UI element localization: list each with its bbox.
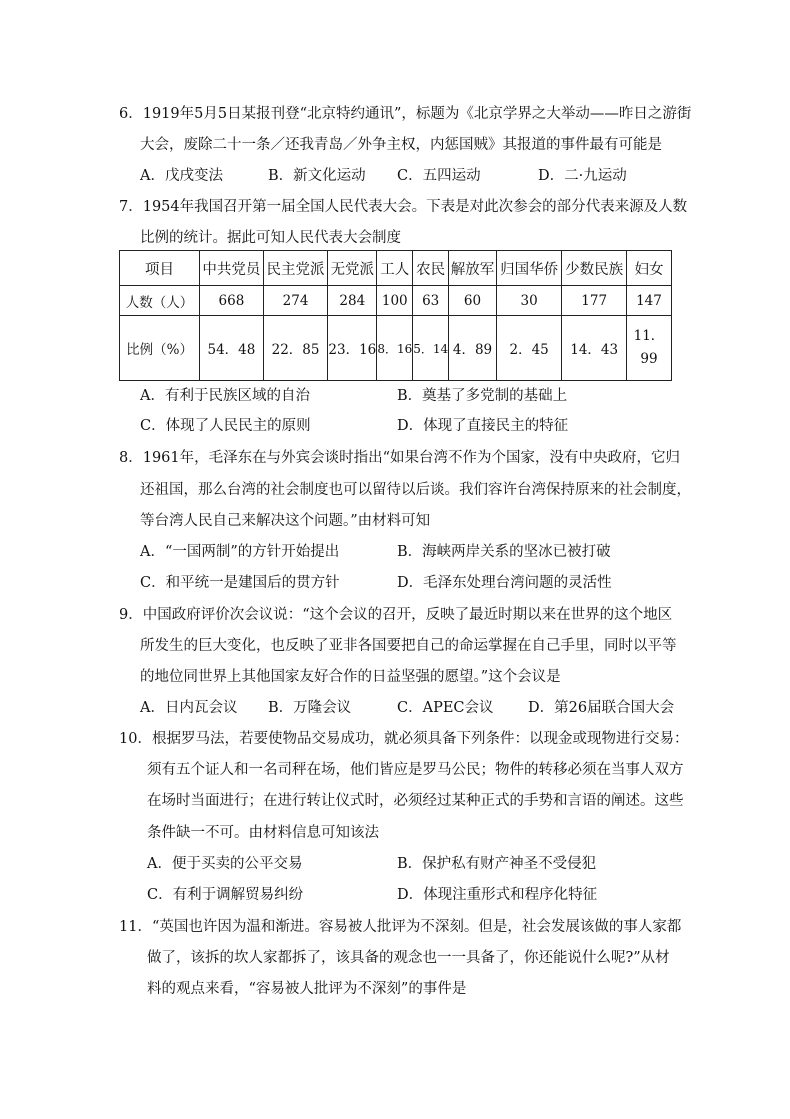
table-cell: 11．99	[626, 316, 671, 381]
q9-option-b: B．万隆会议	[268, 700, 352, 716]
table-cell: 100	[377, 286, 413, 316]
table-header-row	[120, 251, 672, 286]
q8-option-d: D．毛泽东处理台湾问题的灵活性	[397, 575, 612, 591]
table-cell: 54．48	[200, 316, 264, 381]
table-cell: 8．16	[377, 316, 413, 381]
header-cell: 中共党员	[200, 251, 264, 286]
table-cell: 274	[263, 286, 328, 316]
q6-stem-line-2: 大会，废除二十一条／还我青岛／外争主权，内惩国贼》其报道的事件最有可能是	[140, 137, 662, 153]
table-row-ratio	[120, 316, 672, 381]
q11-stem-line-2: 做了，该拆的坎人家都拆了，该具备的观念也一一具备了，你还能说什么呢?”从材	[147, 950, 670, 966]
table-cell: 23．16	[328, 316, 377, 381]
q10-stem-line-2: 须有五个证人和一名司秤在场，他们皆应是罗马公民；物件的转移必须在当事人双方	[147, 762, 684, 778]
table-cell: 177	[562, 286, 627, 316]
q8-stem-line-3: 等台湾人民自己来解决这个问题。”由材料可知	[140, 513, 431, 529]
q9-option-d: D．第26届联合国大会	[528, 700, 675, 716]
q7-stem-line-2: 比例的统计。据此可知人民代表大会制度	[140, 230, 401, 246]
header-cell: 解放军	[449, 251, 497, 286]
header-cell: 归国华侨	[496, 251, 562, 286]
header-cell: 妇女	[626, 251, 671, 286]
q7-option-a: A．有利于民族区域的自治	[140, 388, 310, 404]
header-cell: 农民	[413, 251, 449, 286]
table-cell: 60	[449, 286, 497, 316]
table-cell: 22．85	[263, 316, 328, 381]
q9-option-c: C．APEC会议	[397, 700, 494, 716]
q10-option-b: B．保护私有财产神圣不受侵犯	[397, 856, 597, 872]
q7-stem-line-1: 7．1954年我国召开第一届全国人民代表大会。下表是对此次参会的部分代表来源及人数	[119, 199, 688, 215]
row-label-cell: 比例（%）	[120, 316, 200, 381]
q10-option-a: A．便于买卖的公平交易	[147, 856, 303, 872]
q6-option-a: A．戊戌变法	[140, 168, 223, 184]
q8-stem-line-2: 还祖国，那么台湾的社会制度也可以留待以后谈。我们容许台湾保持原来的社会制度，	[140, 482, 691, 498]
table-cell: 284	[328, 286, 377, 316]
header-cell: 民主党派	[263, 251, 328, 286]
q8-option-c: C．和平统一是建国后的贯方针	[140, 575, 340, 591]
q9-stem-line-1: 9．中国政府评价次会议说：“这个会议的召开，反映了最近时期以来在世界的这个地区	[119, 607, 673, 623]
table-cell: 2．45	[496, 316, 562, 381]
q8-option-a: A．“一国两制”的方针开始提出	[140, 544, 340, 560]
header-cell: 项目	[120, 251, 200, 286]
row-label-cell: 人数（人）	[120, 286, 200, 316]
q9-stem-line-2: 所发生的巨大变化，也反映了亚非各国要把自己的命运掌握在自己手里，同时以平等	[140, 638, 677, 654]
header-cell: 无党派	[328, 251, 377, 286]
q6-option-b: B．新文化运动	[268, 168, 366, 184]
table-cell: 668	[200, 286, 264, 316]
q10-stem-line-4: 条件缺一不可。由材料信息可知该法	[147, 825, 379, 841]
q11-stem-line-1: 11．“英国也许因为温和渐进。容易被人批评为不深刻。但是，社会发展该做的事人家都	[119, 919, 682, 935]
header-cell: 工人	[377, 251, 413, 286]
table-cell: 4．89	[449, 316, 497, 381]
q11-stem-line-3: 料的观点来看，“容易被人批评为不深刻”的事件是	[147, 981, 467, 997]
q8-option-b: B．海峡两岸关系的坚冰已被打破	[397, 544, 611, 560]
q6-option-c: C．五四运动	[397, 168, 481, 184]
table-row-count	[120, 286, 672, 316]
q10-stem-line-3: 在场时当面进行；在进行转让仪式时，必须经过某种正式的手势和言语的阐述。这些	[147, 793, 684, 809]
q6-stem-line-1: 6．1919年5月5日某报刊登“北京特约通讯”，标题为《北京学界之大举动——昨日之游街	[119, 106, 692, 122]
q10-option-d: D．体现注重形式和程序化特征	[397, 887, 598, 903]
q7-option-c: C．体现了人民民主的原则	[140, 418, 311, 434]
q8-stem-line-1: 8．1961年，毛泽东在与外宾会谈时指出“如果台湾不作为个国家，没有中央政府，它归	[119, 450, 681, 466]
q6-option-d: D．二·九运动	[538, 168, 627, 184]
table-cell: 14．43	[562, 316, 627, 381]
q9-option-a: A．日内瓦会议	[140, 700, 238, 716]
table-cell: 63	[413, 286, 449, 316]
q10-option-c: C．有利于调解贸易纠纷	[147, 887, 304, 903]
table-cell: 147	[626, 286, 671, 316]
q10-stem-line-1: 10．根据罗马法，若要使物品交易成功，就必须具备下列条件：以现金或现物进行交易：	[119, 731, 689, 747]
table-cell: 30	[496, 286, 562, 316]
q7-option-d: D．体现了直接民主的特征	[397, 418, 569, 434]
q9-stem-line-3: 的地位同世界上其他国家友好合作的日益坚强的愿望。”这个会议是	[140, 669, 561, 685]
table-cell: 5．14	[413, 316, 449, 381]
q7-option-b: B．奠基了多党制的基础上	[397, 388, 568, 404]
delegate-statistics-table	[119, 250, 672, 381]
header-cell: 少数民族	[562, 251, 627, 286]
